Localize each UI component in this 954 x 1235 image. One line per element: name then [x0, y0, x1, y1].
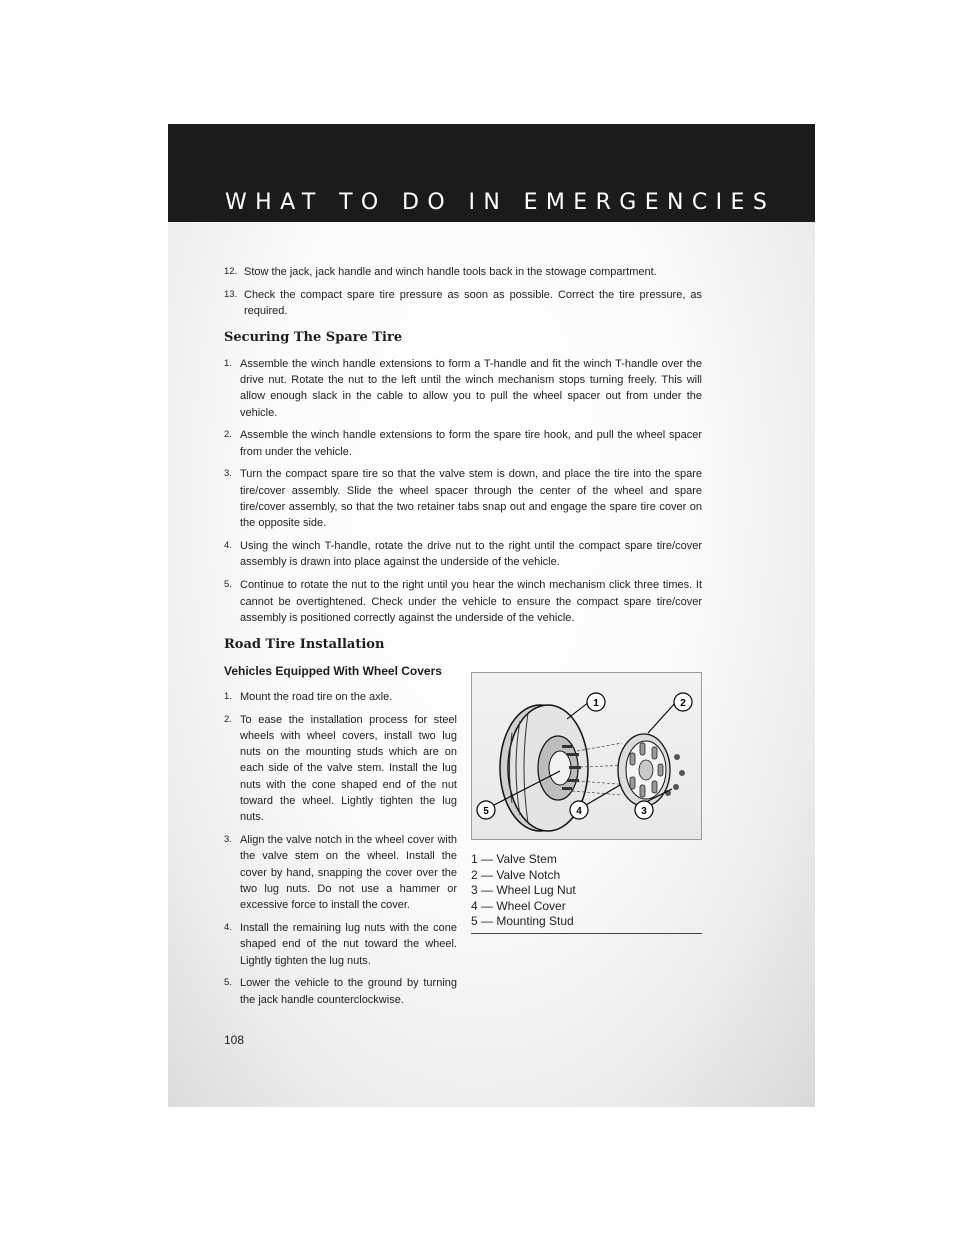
section-heading-road-tire: Road Tire Installation: [224, 637, 385, 653]
step-text: Stow the jack, jack handle and winch handle tools back in the stowage compartment.: [244, 266, 657, 278]
wheel-cover-diagram: [471, 672, 702, 840]
legend-item: 4 — Wheel Cover: [471, 898, 566, 913]
securing-step-5: [224, 577, 702, 626]
step-text: Align the valve notch in the wheel cover with the valve stem on the wheel. Install the cover by hand, snapping the cover over the two lug nuts. Do not use a hammer or excessive force to install the cover.: [240, 834, 457, 912]
chapter-header: [168, 124, 815, 222]
step-12: [224, 264, 702, 280]
step-number: 13.: [224, 288, 238, 300]
securing-step-2: [224, 427, 702, 460]
callout-label-5: 5: [483, 806, 489, 817]
wheel-assembly-illustration: [472, 673, 701, 839]
step-text: Check the compact spare tire pressure as soon as possible. Correct the tire pressure, as required.: [244, 288, 702, 318]
step-text: Using the winch T-handle, rotate the drive nut to the right until the compact spare tire/cover assembly is drawn into place against the underside of the vehicle.: [240, 540, 702, 569]
step-number: 4.: [224, 922, 232, 934]
step-number: 5.: [224, 977, 232, 989]
road-tire-steps: [224, 689, 457, 1008]
step-number: 3.: [224, 468, 232, 480]
step-number: 3.: [224, 834, 232, 846]
step-number: 4.: [224, 540, 232, 552]
figure-legend: [471, 852, 702, 934]
callout-label-1: 1: [593, 698, 599, 709]
step-text: To ease the installation process for steel wheels with wheel covers, install two lug nuts on the mounting studs which are on each side of the valve stem. Install the lug nuts with the cone shaped end of the nut toward the wheel. Lightly tighten the lug nuts.: [240, 713, 457, 824]
legend-item: 5 — Mounting Stud: [471, 914, 574, 929]
step-number: 2.: [224, 429, 232, 441]
step-text: Continue to rotate the nut to the right until you hear the winch mechanism click three times. It cannot be overtightened. Check under the vehicle to ensure the compact spare tire/cover assembly is positioned correctly against the underside of the vehicle.: [240, 579, 702, 624]
step-number: 1.: [224, 690, 232, 702]
steps-continued-list: [224, 264, 702, 319]
step-13: [224, 287, 702, 320]
securing-step-1: [224, 356, 702, 421]
step-text: Turn the compact spare tire so that the valve stem is down, and place the tire into the spare tire/cover assembly. Slide the wheel spacer through the center of the wheel and spare tire/cover assembly, so that the two retainer tabs snap out and engage the spare tire cover on the opposite side.: [240, 468, 702, 530]
step-text: Mount the road tire on the axle.: [240, 690, 393, 703]
chapter-title: WHAT TO DO IN EMERGENCIES: [225, 190, 776, 215]
subsection-heading-wheel-covers: Vehicles Equipped With Wheel Covers: [224, 664, 442, 679]
callout-3: [635, 801, 653, 819]
section-heading-securing-spare: Securing The Spare Tire: [224, 330, 403, 346]
step-number: 1.: [224, 357, 232, 369]
road-step-3: [224, 832, 457, 913]
wheel-cover-center: [639, 760, 653, 780]
road-step-1: [224, 689, 457, 705]
step-text: Lower the vehicle to the ground by turning the jack handle counterclockwise.: [240, 977, 457, 1006]
step-text: Install the remaining lug nuts with the cone shaped end of the nut toward the wheel. Lightly tighten the lug nuts.: [240, 922, 457, 967]
callout-5: [477, 801, 495, 819]
step-text: Assemble the winch handle extensions to form the spare tire hook, and pull the wheel spacer from under the vehicle.: [240, 429, 702, 458]
step-number: 5.: [224, 579, 232, 591]
page-number: 108: [224, 1033, 245, 1047]
callout-label-3: 3: [641, 806, 647, 817]
step-number: 12.: [224, 266, 238, 277]
road-step-4: [224, 920, 457, 969]
callout-2: [674, 693, 692, 711]
callout-label-4: 4: [576, 806, 582, 817]
callout-label-2: 2: [680, 698, 686, 709]
legend-item: 3 — Wheel Lug Nut: [471, 883, 576, 898]
manual-page: [168, 124, 815, 1107]
step-number: 2.: [224, 713, 232, 725]
callout-4: [570, 801, 588, 819]
securing-step-4: [224, 538, 702, 571]
legend-item: 2 — Valve Notch: [471, 867, 561, 882]
securing-step-3: [224, 466, 702, 531]
callout-1: [587, 693, 605, 711]
securing-spare-steps: [224, 356, 702, 626]
road-step-5: [224, 975, 457, 1008]
legend-item: 1 — Valve Stem: [471, 852, 557, 866]
road-step-2: [224, 712, 457, 826]
step-text: Assemble the winch handle extensions to form a T-handle and fit the winch T-handle over the drive nut. Rotate the nut to the left until the winch mechanism stops turning freely. This will allow enough slack in the cable to allow you to pull the wheel spacer out from under the vehicle.: [240, 357, 702, 419]
